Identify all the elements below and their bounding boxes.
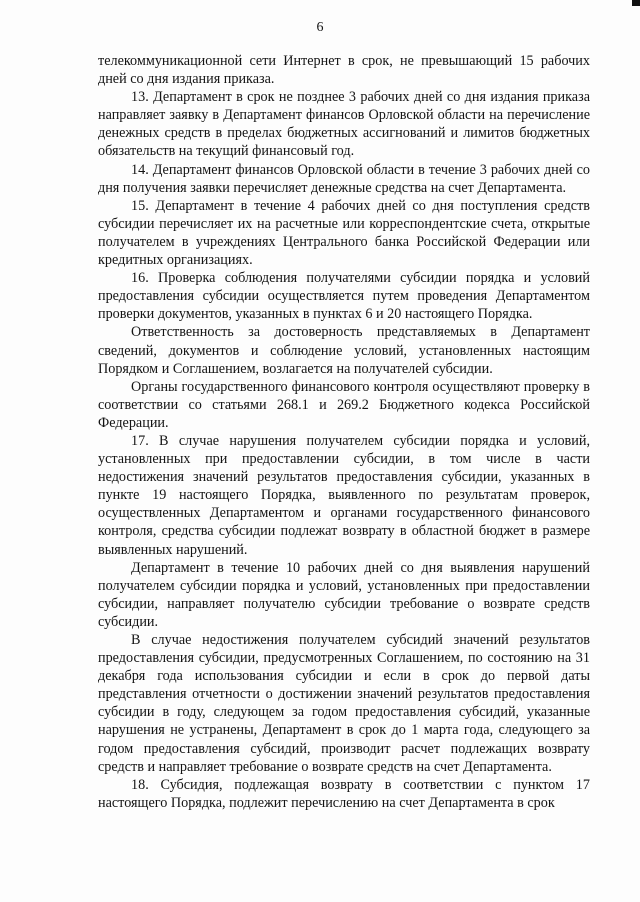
- paragraph-13: 13. Департамент в срок не позднее 3 рабочих дней со дня издания приказа направляет заявку в Департамент финансов Орловской области на перечисление денежных средств в пределах бюджетных ассигнований и лимитов бюджетных обязательств на текущий финансовый год.: [98, 89, 590, 160]
- paragraph-continuation: телекоммуникационной сети Интернет в срок, не превышающий 15 рабочих дней со дня издания приказа.: [98, 53, 590, 88]
- paragraph-16-responsibility: Ответственность за достоверность представляемых в Департамент сведений, документов и соблюдение условий, установленных настоящим Порядком и Соглашением, возлагается на получателей субсидии.: [98, 324, 590, 377]
- document-body: [98, 52, 590, 812]
- paragraph-17-non-achievement: В случае недостижения получателем субсидий значений результатов предоставления субсидии, предусмотренных Соглашением, по состоянию на 31 декабря года использования субсидии и если в срок до первой даты представления отчетности о достижении значений результатов предоставления субсидии в году, следующем за годом предоставления субсидий, указанные нарушения не устранены, Департамент в срок до 1 марта года, следующего за годом предоставления субсидий, производит расчет подлежащих возврату средств и направляет требование о возврате средств на счет Департамента.: [98, 632, 590, 775]
- paragraph-16: 16. Проверка соблюдения получателями субсидии порядка и условий предоставления субсидии осуществляется путем проведения Департаментом проверки документов, указанных в пунктах 6 и 20 настоящего Порядка.: [98, 270, 590, 323]
- paragraph-17: 17. В случае нарушения получателем субсидии порядка и условий, установленных при предоставлении субсидии, в том числе в части недостижения значений результатов предоставления субсидии, указанных в пункте 19 настоящего Порядка, выявленного по результатам проверок, осуществленных Департаментом и органами государственного финансового контроля, средства субсидии подлежат возврату в областной бюджет в размере выявленных нарушений.: [98, 432, 590, 558]
- page-number: 6: [316, 20, 324, 35]
- paragraph-17-demand: Департамент в течение 10 рабочих дней со дня выявления нарушений получателем субсидии порядка и условий, установленных при предоставлении субсидии, направляет получателю субсидии требование о возврате средств субсидии.: [98, 559, 590, 630]
- scan-corner-mark: [632, 0, 640, 6]
- paragraph-18: 18. Субсидия, подлежащая возврату в соответствии с пунктом 17 настоящего Порядка, подлежит перечислению на счет Департамента в срок: [98, 776, 590, 811]
- paragraph-14: 14. Департамент финансов Орловской области в течение 3 рабочих дней со дня получения заявки перечисляет денежные средства на счет Департамента.: [98, 161, 590, 196]
- paragraph-16-control-bodies: Органы государственного финансового контроля осуществляют проверку в соответствии со статьями 268.1 и 269.2 Бюджетного кодекса Российской Федерации.: [98, 378, 590, 431]
- paragraph-15: 15. Департамент в течение 4 рабочих дней со дня поступления средств субсидии перечисляет их на расчетные или корреспондентские счета, открытые получателем в учреждениях Центрального банка Российской Федерации или кредитных организациях.: [98, 197, 590, 269]
